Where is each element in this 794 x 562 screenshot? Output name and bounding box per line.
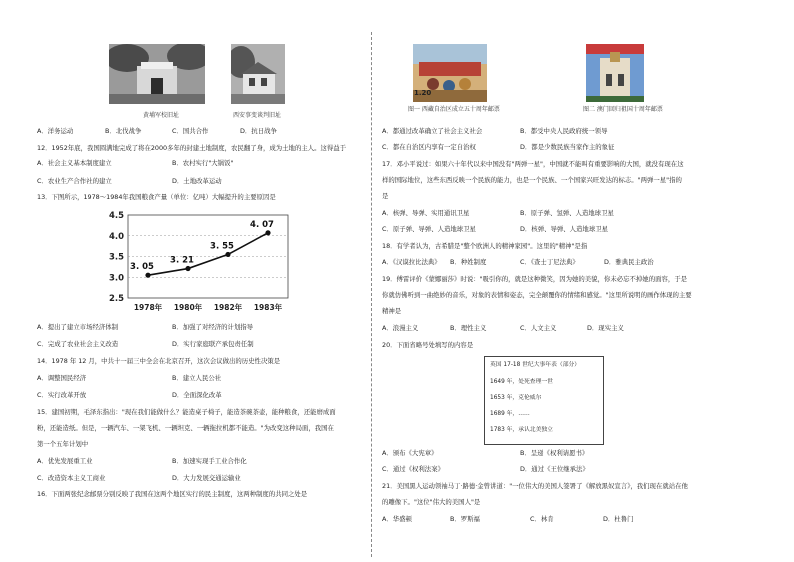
q20-option-c[interactable]: C．通过《权利法案》 — [382, 465, 444, 473]
q19-option-d[interactable]: D．现实主义 — [587, 324, 624, 332]
data-point — [145, 273, 150, 278]
q12-stem: 12．1952年底，我国圆满地完成了将在2000多年的封建土地制度，农民翻了身，成为土地的主人。这得益于 — [37, 144, 347, 152]
q17-option-b[interactable]: B．原子弹、氢弹、人造地球卫星 — [520, 209, 614, 217]
q17-option-c[interactable]: C．原子弹、导弹、人造地球卫星 — [382, 225, 476, 233]
q17-option-d[interactable]: D．核弹、导弹、人造地球卫星 — [520, 225, 608, 233]
q15-option-c[interactable]: C．改造资本主义工商业 — [37, 474, 106, 482]
data-point — [185, 266, 190, 271]
q21-line-2: 的雕像下。"这位"伟大的美国人"是 — [382, 498, 481, 506]
q11-option-a[interactable]: A．洋务运动 — [37, 127, 74, 135]
q13-option-b[interactable]: B．加强了对经济的计划指导 — [172, 323, 254, 331]
q19-option-a[interactable]: A．浪漫主义 — [382, 324, 419, 332]
data-label: 4. 07 — [250, 219, 274, 230]
q14-option-a[interactable]: A．调整国民经济 — [37, 374, 87, 382]
q13-option-c[interactable]: C．完成了农业社会主义改造 — [37, 340, 119, 348]
chronology-table — [484, 356, 604, 445]
q14-option-d[interactable]: D．全面深化改革 — [172, 391, 222, 399]
q14-option-c[interactable]: C．实行改革开放 — [37, 391, 87, 399]
chronology-title: 英国 17-18 世纪大事年表（部分） — [490, 362, 581, 368]
q13-stem: 13．下图所示，1978～1984年我国粮食产量（单位：亿吨）大幅提升的主要原因是 — [37, 193, 276, 201]
grain-production-chart — [100, 206, 300, 320]
q16-option-c[interactable]: C．都在自治区内享有一定自治权 — [382, 143, 476, 151]
chronology-row-1: 1649 年，处死查理一世 — [490, 379, 553, 385]
q15-line-2: 粉，还能造纸。但是，一辆汽车、一架飞机、一辆坦克、一辆拖拉机都不能造。"为改变这种局面，我国在 — [37, 424, 334, 432]
q19-option-c[interactable]: C．人文主义 — [520, 324, 557, 332]
y-tick-label: 3.0 — [108, 273, 124, 284]
q20-option-a[interactable]: A．颁布《大宪章》 — [382, 449, 438, 457]
macau-stamp-image — [586, 44, 644, 102]
q11-option-b[interactable]: B．北伐战争 — [105, 127, 142, 135]
q21-option-a[interactable]: A．华盛顿 — [382, 515, 412, 523]
q19-line-3: 精神是 — [382, 307, 402, 315]
q16-option-b[interactable]: B．都受中央人民政府统一领导 — [520, 127, 608, 135]
data-point — [225, 252, 230, 257]
q12-option-d[interactable]: D．土地改革运动 — [172, 177, 222, 185]
huangpu-academy-photo — [109, 44, 205, 104]
macau-stamp — [586, 44, 644, 102]
q16-option-d[interactable]: D．都是少数民族当家作主的象征 — [520, 143, 615, 151]
q19-line-2: 你就仿佛听到一曲绝妙的音乐，对象的表情和姿态，完全颠覆你的情绪和感觉。"这里所说明的画作体现的主要 — [382, 291, 692, 299]
q19-option-b[interactable]: B．理性主义 — [450, 324, 487, 332]
q18-option-a[interactable]: A．《汉谟拉比法典》 — [382, 258, 441, 266]
q15-option-a[interactable]: A．优先发展重工业 — [37, 457, 93, 465]
y-tick-label: 3.5 — [108, 252, 124, 263]
data-label: 3. 05 — [130, 262, 154, 273]
q12-option-a[interactable]: A．社会主义基本制度建立 — [37, 159, 112, 167]
q13-option-d[interactable]: D．实行家庭联产承包责任制 — [172, 340, 254, 348]
chronology-row-4: 1783 年，承认北美独立 — [490, 427, 553, 433]
q21-option-b[interactable]: B．罗斯福 — [450, 515, 480, 523]
data-point — [265, 230, 270, 235]
q18-option-d[interactable]: D．雅典民主政治 — [604, 258, 654, 266]
x-tick-label: 1978年 — [133, 303, 163, 312]
q15-line-1: 15．建国初期，毛泽东指出："现在我们能做什么？能造桌子椅子，能造茶碗茶壶，能种粮食，还能磨成面 — [37, 408, 336, 416]
q18-option-c[interactable]: C．《查士丁尼法典》 — [520, 258, 579, 266]
stamp-face-value: 1.20 — [414, 89, 432, 97]
q15-option-d[interactable]: D．大力发展交通运输业 — [172, 474, 241, 482]
tibet-stamp — [413, 44, 487, 102]
huangpu-academy-image — [109, 44, 205, 104]
q14-stem: 14．1978 年 12 月，中共十一届三中全会在北京召开，这次会议做出的历史性决策是 — [37, 357, 281, 365]
q21-option-c[interactable]: C．林肯 — [530, 515, 554, 523]
q17-option-a[interactable]: A．核弹、导弹、实用通讯卫星 — [382, 209, 470, 217]
y-tick-label: 2.5 — [108, 294, 124, 304]
column-divider — [371, 32, 372, 557]
data-label: 3. 55 — [210, 241, 234, 252]
series-line — [148, 233, 268, 275]
q11-option-d[interactable]: D．抗日战争 — [240, 127, 277, 135]
q12-option-c[interactable]: C．农业生产合作社的建立 — [37, 177, 112, 185]
q20-option-d[interactable]: D．通过《王位继承法》 — [520, 465, 589, 473]
q21-line-1: 21．美国黑人运动领袖马丁·路德·金曾讲道："一位伟大的美国人签署了《解放黑奴宣言》，我们现在就站在他 — [382, 482, 688, 490]
q16-stem: 16．下面两张纪念邮票分别反映了我国在这两个地区实行的民主制度，这两种制度的共同之处是 — [37, 490, 308, 498]
xian-incident-photo — [231, 44, 285, 104]
q11-option-c[interactable]: C．国共合作 — [172, 127, 209, 135]
q18-option-b[interactable]: B．种姓制度 — [450, 258, 487, 266]
q18-stem: 18．有学者认为，古希腊是"整个欧洲人的精神家园"。这里的"精神"是指 — [382, 242, 588, 250]
q17-line-2: 样的国际地位，这些东西反映一个民族的能力，也是一个民族、一个国家兴旺发达的标志。"两弹一星"指的 — [382, 176, 682, 184]
q15-line-3: 第一个五年计划中 — [37, 440, 89, 448]
q15-option-b[interactable]: B．加速实现手工业合作化 — [172, 457, 247, 465]
q13-option-a[interactable]: A．提出了建立市场经济体制 — [37, 323, 119, 331]
q20-stem: 20．下面省略号处填写的内容是 — [382, 341, 474, 349]
data-label: 3. 21 — [170, 255, 194, 266]
xian-incident-image — [231, 44, 285, 104]
chronology-row-3: 1689 年，…… — [490, 411, 530, 417]
photo-caption-huangpu: 黄埔军校旧址 — [143, 112, 180, 119]
stamp-caption-tibet: 图一 西藏自治区成立五十周年邮票 — [408, 106, 500, 113]
q12-option-b[interactable]: B．农村实行"大锅饭" — [172, 159, 234, 167]
chronology-row-2: 1653 年，克伦威尔 — [490, 395, 542, 401]
q17-line-3: 是 — [382, 192, 389, 200]
x-tick-label: 1983年 — [253, 303, 283, 312]
y-tick-label: 4.0 — [108, 231, 124, 242]
x-tick-label: 1982年 — [213, 303, 243, 312]
q20-option-b[interactable]: B．呈递《权利请愿书》 — [520, 449, 589, 457]
q17-line-1: 17．邓小平说过：如果六十年代以来中国没有"两弹一星"，中国就不能叫有重要影响的大国，就没有现在这 — [382, 160, 684, 168]
q14-option-b[interactable]: B．建立人民公社 — [172, 374, 222, 382]
q19-line-1: 19．傅雷评价《蒙娜丽莎》时说："吸引你的，就是这种微笑，因为她的美貌，你未必忘不掉她的面容，于是 — [382, 275, 688, 283]
x-tick-label: 1980年 — [173, 303, 203, 312]
y-tick-label: 4.5 — [108, 211, 124, 221]
q21-option-d[interactable]: D．杜鲁门 — [603, 515, 634, 523]
stamp-caption-macau: 图二 澳门回归祖国十周年邮票 — [583, 106, 663, 113]
q16-option-a[interactable]: A．都通过改革确立了社会主义社会 — [382, 127, 483, 135]
photo-caption-xian: 西安事变谈判旧址 — [233, 112, 282, 119]
